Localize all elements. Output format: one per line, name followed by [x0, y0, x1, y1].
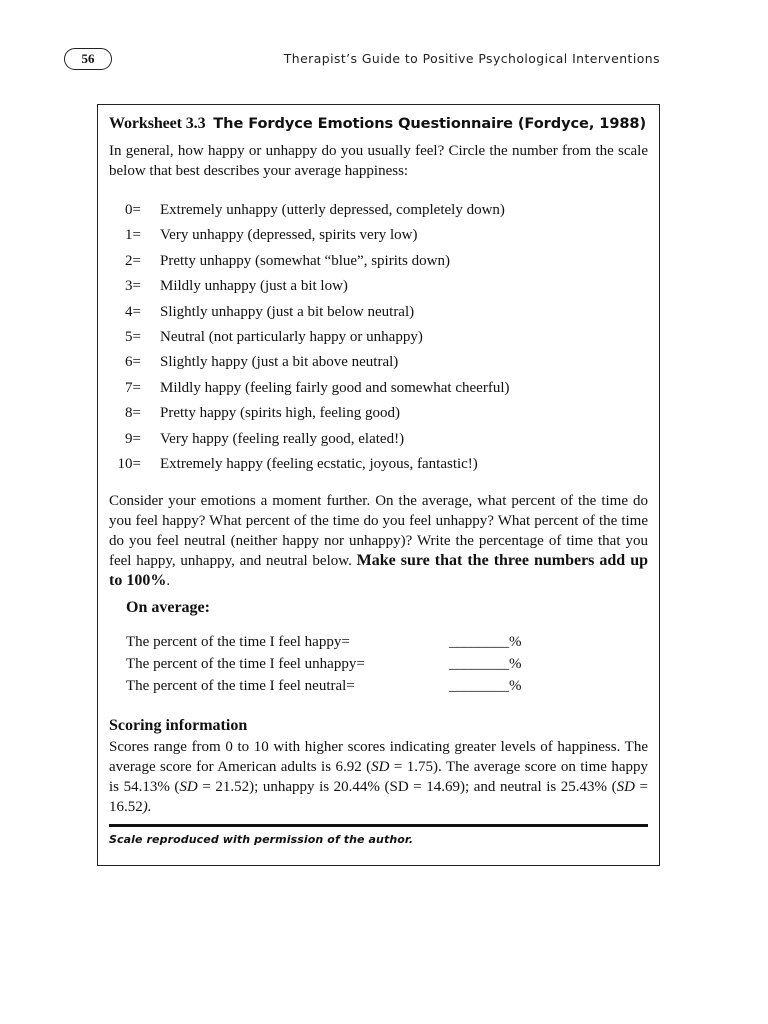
percent-blank: ________%: [449, 678, 522, 694]
worksheet-label: Worksheet 3.3: [109, 115, 206, 132]
scale-number: 4=: [125, 303, 141, 320]
worksheet-title-text: The Fordyce Emotions Questionnaire (Fordyce, 1988): [213, 115, 647, 132]
sd-symbol: SD: [371, 759, 390, 775]
percent-row-neutral: [126, 678, 546, 696]
percent-instructions: [109, 491, 648, 591]
scale-description: Extremely happy (feeling ecstatic, joyous, fantastic!): [160, 456, 478, 472]
percent-row-unhappy: [126, 656, 546, 674]
instructions-emphasis: Make sure that the three numbers add up to 100%: [109, 552, 649, 589]
scoring-paragraph: [109, 737, 648, 817]
scale-number: 3=: [125, 278, 141, 295]
scale-number: 0=: [125, 202, 141, 218]
scale-number: 7=: [125, 379, 141, 396]
scale-description: Very happy (feeling really good, elated!): [160, 430, 405, 447]
worksheet-box: [97, 104, 660, 866]
instructions-text: Consider your emotions a moment further. On the average, what percent of the time do you feel happy? What percent of the time do you feel unhappy? What percent of the time do you feel neutral (neither happy nor unhappy)? Write the percentage of time that you feel happy, unhappy, and neutral below.: [109, 493, 648, 569]
worksheet-title: [109, 115, 646, 133]
scale-number: 8=: [125, 405, 141, 422]
percent-row-happy: [126, 634, 546, 652]
scale-description: Mildly unhappy (just a bit low): [160, 278, 348, 295]
scale-description: Neutral (not particularly happy or unhappy): [160, 329, 423, 345]
scoring-end: ).: [142, 799, 152, 815]
scale-description: Very unhappy (depressed, spirits very low): [160, 227, 418, 244]
scale-number: 6=: [125, 354, 141, 371]
scoring-text: Scores range from 0 to 10 with higher scores indicating greater levels of happiness. The average score for American adults is 6.92 (: [109, 739, 648, 775]
scoring-heading: Scoring information: [109, 717, 248, 734]
scale-description: Slightly unhappy (just a bit below neutral): [160, 303, 415, 320]
scoring-text: = 21.52); unhappy is 20.44% (SD = 14.69); and neutral is 25.43% (: [197, 779, 617, 795]
scale-description: Slightly happy (just a bit above neutral): [160, 354, 399, 371]
scoring-text: = 1.75). The average score on time happy is 54.13% (: [109, 759, 648, 795]
sd-symbol: SD: [616, 779, 635, 795]
on-average-heading: On average:: [126, 599, 210, 616]
percent-label: The percent of the time I feel neutral=: [126, 678, 355, 694]
instructions-end: .: [166, 573, 171, 589]
scoring-text: = 16.52: [109, 779, 649, 815]
scale-number: 9=: [125, 430, 141, 447]
scale-description: Mildly happy (feeling fairly good and somewhat cheerful): [160, 379, 510, 396]
scale-number: 10=: [117, 456, 141, 472]
permission-credit: Scale reproduced with permission of the author.: [109, 833, 414, 846]
percent-blank: ________%: [449, 656, 522, 672]
page-number: 56: [64, 48, 112, 70]
scale-description: Pretty happy (spirits high, feeling good): [160, 405, 400, 422]
sd-symbol: SD: [179, 779, 198, 795]
scale-number: 5=: [125, 329, 141, 345]
intro-paragraph: In general, how happy or unhappy do you usually feel? Circle the number from the scale below that best describes your average happiness:: [109, 143, 648, 179]
percent-label: The percent of the time I feel happy=: [126, 634, 350, 650]
percent-label: The percent of the time I feel unhappy=: [126, 656, 365, 672]
scale-number: 2=: [125, 252, 141, 269]
percent-blank: ________%: [449, 634, 522, 650]
running-title: Therapist’s Guide to Positive Psychological Interventions: [283, 51, 660, 66]
divider-rule: [109, 824, 648, 827]
scale-number: 1=: [125, 227, 141, 244]
scale-description: Pretty unhappy (somewhat “blue”, spirits down): [160, 252, 450, 269]
scale-description: Extremely unhappy (utterly depressed, completely down): [160, 202, 505, 218]
